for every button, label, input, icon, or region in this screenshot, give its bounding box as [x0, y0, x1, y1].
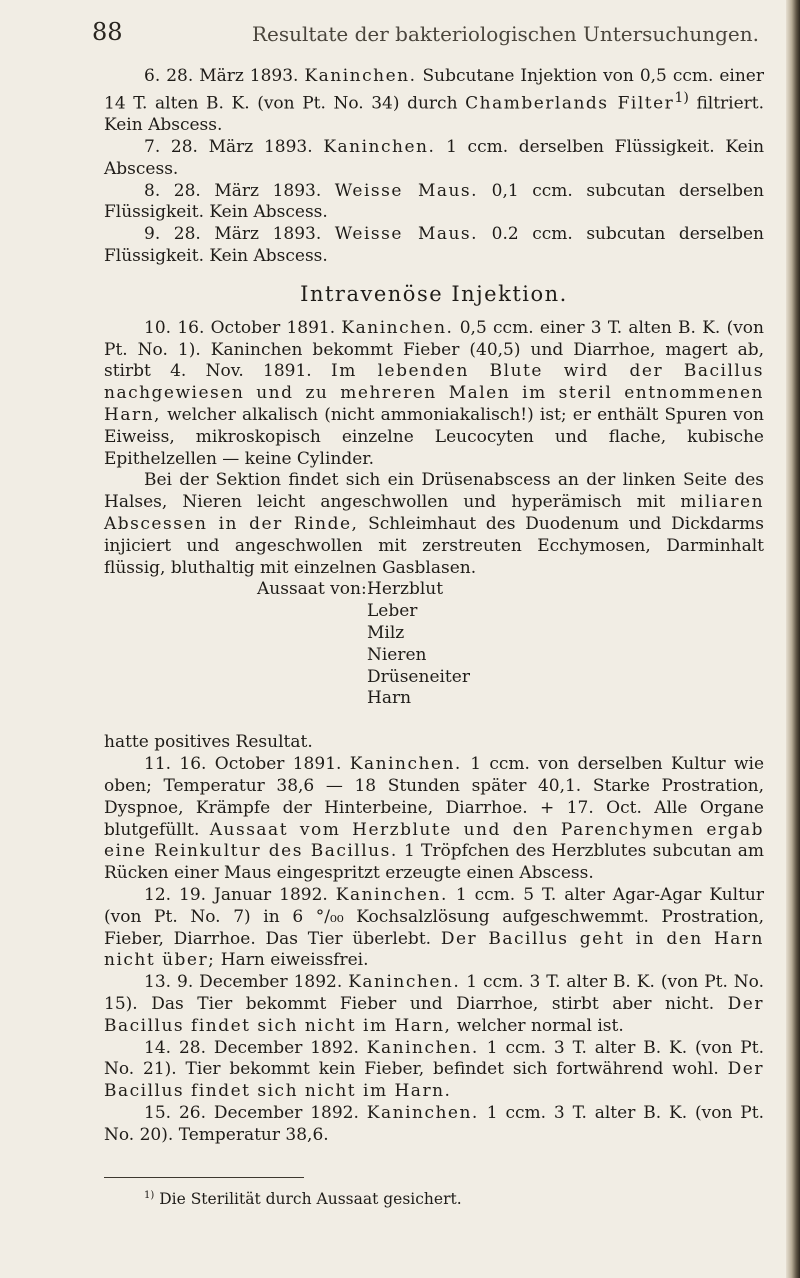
entry-animal: Kaninchen. — [366, 1037, 479, 1058]
filter-name: Chamberlands Filter — [465, 93, 675, 114]
entry-emphasis: Der Bacillus findet sich nicht im Harn, — [104, 993, 764, 1036]
organ-item: Milz — [367, 622, 405, 643]
entry-emphasis: miliaren Abscessen in der Rinde, — [104, 492, 765, 534]
footnote-rule — [104, 1177, 304, 1178]
entry-emphasis: Aussaat vom Herzblute und den Parenchymen ergab eine Reinkultur des Bacillus. — [104, 819, 765, 862]
page-number: 88 — [92, 18, 123, 46]
entry-14 — [104, 1038, 764, 1103]
entry-text: welcher normal ist. — [456, 1015, 624, 1036]
entry-date: 9. December 1892. — [177, 972, 343, 993]
organ-item: Nieren — [367, 644, 427, 665]
entry-animal: Kaninchen. — [348, 972, 461, 993]
entry-number: 12. — [144, 884, 172, 905]
entry-emphasis: Der Bacillus geht in den Harn nicht über; — [104, 928, 765, 971]
entry-animal: Kaninchen. — [341, 317, 454, 338]
page-edge-shadow — [786, 0, 800, 1278]
entry-text: 0,1 ccm. subcutan derselben Flüssigkeit. Kein Abscess. — [104, 180, 765, 223]
entry-6 — [104, 66, 764, 137]
entry-7 — [104, 137, 764, 181]
entry-15 — [104, 1103, 764, 1147]
entry-text: Bei der Sektion findet sich ein Drüsenabscess an der linken Seite des Halses, Nieren leicht angeschwollen und hyperämisch mit — [104, 470, 764, 513]
entry-date: 28. März 1893. — [173, 224, 322, 245]
entry-emphasis: Der Bacillus findet sich nicht im Harn. — [104, 1059, 764, 1102]
organ-list — [367, 579, 470, 710]
entry-text: Subcutane Injektion von 0,5 ccm. einer 14 T. alten B. K. (von Pt. No. 34) durch — [104, 66, 764, 114]
entry-text: welcher alkalisch (nicht ammoniakalisch!) ist; er enthält Spuren von Eiweiss, mikroskopisch einzelne Leucocyten und flache, kubische Epithelzellen — keine Cylinder. — [104, 405, 765, 469]
entry-text: Harn eiweissfrei. — [220, 950, 369, 971]
organ-item: Herzblut — [367, 579, 444, 600]
entry-date: 28. März 1893. — [173, 180, 322, 201]
entry-12 — [104, 885, 764, 972]
organ-item: Leber — [367, 601, 418, 622]
entry-animal: Kaninchen. — [304, 66, 417, 86]
entry-8 — [104, 181, 764, 225]
entry-number: 9. — [144, 224, 161, 245]
entry-text: filtriert. Kein Abscess. — [104, 93, 765, 136]
aussaat-result: hatte positives Resultat. — [104, 732, 313, 753]
entry-emphasis: Im lebenden Blute wird der Bacillus nachgewiesen und zu mehreren Malen im steril entnommenen Harn, — [104, 361, 764, 426]
entry-13 — [104, 972, 764, 1037]
entry-number: 15. — [144, 1102, 172, 1123]
entry-text: 1 ccm. von derselben Kultur wie oben; Temperatur 38,6 — 18 Stunden später 40,1. Starke Prostration, Dyspnoe, Krämpfe der Hinterbeine, Diarrhoe. + 17. Oct. Alle Organe blutgefüllt. — [104, 754, 765, 840]
entry-animal: Kaninchen. — [349, 754, 462, 775]
entry-11 — [104, 754, 764, 885]
entry-animal: Kaninchen. — [323, 137, 436, 158]
entry-text: 0,5 ccm. einer 3 T. alten B. K. (von Pt. No. 1). Kaninchen bekommt Fieber (40,5) und Diarrhoe, magert ab, stirbt 4. Nov. 1891. — [104, 317, 764, 382]
entry-text: 1 ccm. 3 T. alter B. K. (von Pt. No. 20). Temperatur 38,6. — [104, 1102, 764, 1145]
entry-text: Schleimhaut des Duodenum und Dickdarms injiciert und angeschwollen mit zerstreuten Ecchymosen, Darminhalt flüssig, bluthaltig mit einzelnen Gasblasen. — [104, 514, 764, 578]
entry-text: 1 ccm. 3 T. alter B. K. (von Pt. No. 15). Das Tier bekommt Fieber und Diarrhoe, stirbt aber nicht. — [104, 972, 765, 1014]
entry-number: 7. — [144, 137, 161, 158]
entry-animal: Kaninchen. — [335, 884, 448, 905]
entry-number: 11. — [144, 754, 172, 775]
entry-number: 8. — [144, 180, 161, 201]
entry-number: 6. — [144, 66, 161, 86]
entry-text: 1 ccm. derselben Flüssigkeit. Kein Abscess. — [104, 137, 765, 179]
footnote-ref: 1) — [674, 89, 689, 106]
entry-9 — [104, 224, 764, 268]
footnote-text: Die Sterilität durch Aussaat gesichert. — [159, 1189, 462, 1208]
entry-text: 1 ccm. 5 T. alter Agar-Agar Kultur (von Pt. No. 7) in 6 °/₀₀ Kochsalzlösung aufgeschwemmt. Prostration, Fieber, Diarrhoe. Das Tier überlebt. — [104, 884, 764, 949]
aussaat-label: Aussaat von: — [257, 579, 367, 600]
section-heading: Intravenöse Injektion. — [300, 281, 568, 306]
entry-text: 1 ccm. 3 T. alter B. K. (von Pt. No. 21). Tier bekommt kein Fieber, befindet sich fortwährend wohl. — [104, 1037, 764, 1080]
entry-number: 13. — [144, 972, 172, 993]
entry-10-autopsy — [104, 470, 764, 579]
entry-text: 0.2 ccm. subcutan derselben Flüssigkeit. Kein Abscess. — [104, 224, 765, 267]
footnote — [104, 1186, 764, 1209]
entry-number: 14. — [144, 1037, 172, 1058]
entry-number: 10. — [144, 317, 172, 338]
organ-item: Drüseneiter — [367, 666, 470, 687]
entry-date: 16. October 1891. — [179, 754, 342, 775]
footnote-marker: 1) — [144, 1189, 155, 1201]
entry-date: 16. October 1891. — [177, 317, 336, 338]
entry-text: 1 Tröpfchen des Herzblutes subcutan am Rücken einer Maus eingespritzt erzeugte einen Abscess. — [104, 841, 765, 884]
entry-date: 26. December 1892. — [178, 1102, 359, 1123]
entry-animal: Kaninchen. — [366, 1102, 479, 1123]
entry-date: 28. März 1893. — [166, 66, 299, 86]
entry-animal: Weisse Maus. — [334, 224, 479, 245]
entry-date: 19. Januar 1892. — [179, 884, 328, 905]
page-header — [92, 18, 772, 48]
entry-10 — [104, 318, 764, 471]
organ-item: Harn — [367, 688, 412, 709]
aussaat-block — [104, 579, 764, 732]
running-title: Resultate der bakteriologischen Untersuchungen. — [252, 22, 759, 46]
entry-date: 28. März 1893. — [170, 137, 313, 158]
entry-animal: Weisse Maus. — [334, 180, 479, 201]
page-body — [104, 66, 764, 1209]
entry-date: 28. December 1892. — [178, 1037, 359, 1058]
